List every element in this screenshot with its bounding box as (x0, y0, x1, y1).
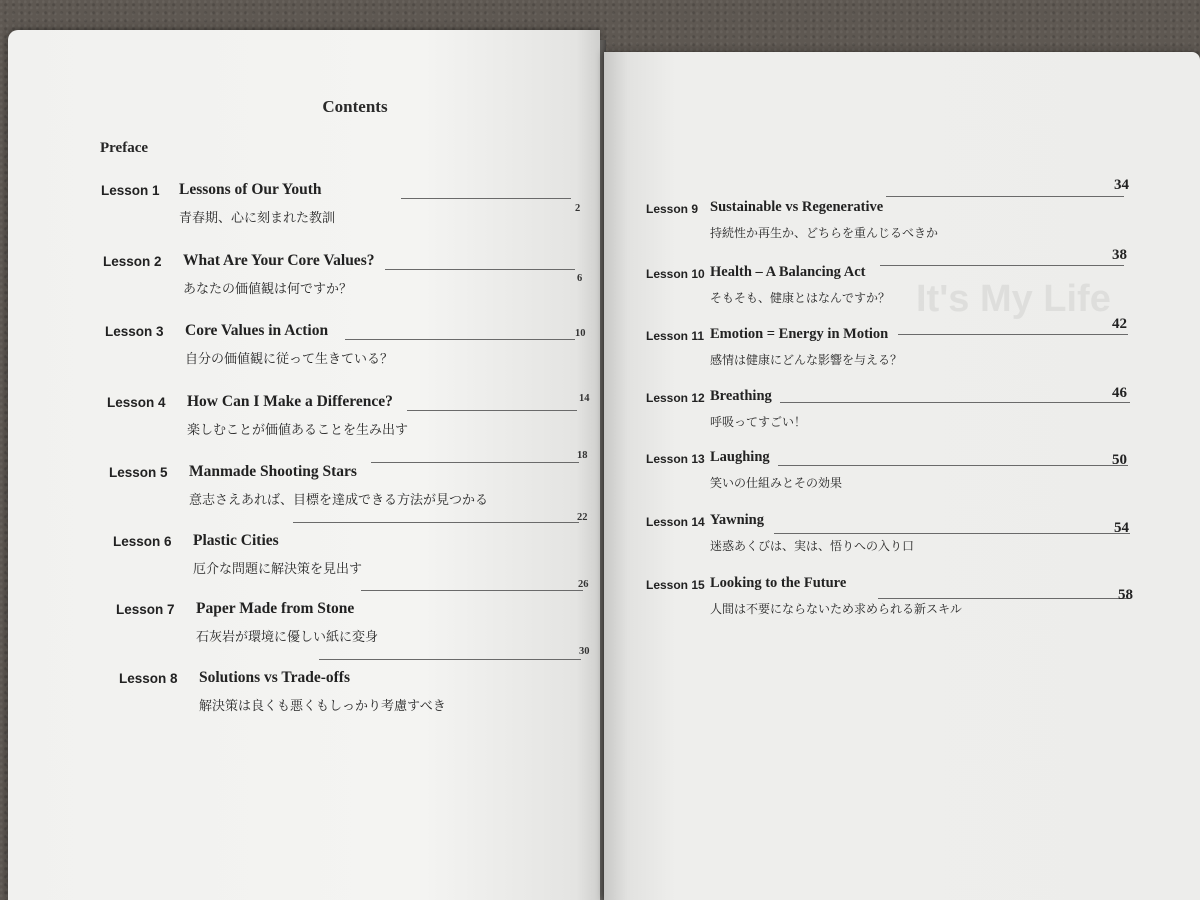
dotted-leader (371, 462, 579, 463)
right-page (604, 52, 1200, 900)
lesson-number: Lesson 1 (101, 183, 160, 198)
lesson-subtitle-japanese: 自分の価値観に従って生きている？ (185, 352, 394, 367)
lesson-subtitle-japanese: 青春期、心に刻まれた教訓 (179, 211, 336, 226)
lesson-number: Lesson 10 (646, 267, 705, 281)
lesson-title: Plastic Cities (193, 532, 279, 549)
lesson-title: What Are Your Core Values? (183, 252, 375, 269)
page-number: 54 (1114, 520, 1129, 536)
dotted-leader (774, 533, 1130, 534)
lesson-title: Sustainable vs Regenerative (710, 199, 884, 215)
lesson-title: Manmade Shooting Stars (189, 463, 357, 480)
lesson-subtitle-japanese: 迷惑あくびは、実は、悟りへの入り口 (710, 539, 915, 553)
bleed-through-text (128, 160, 132, 175)
lesson-subtitle-japanese: 持続性か再生か、どちらを重んじるべきか (710, 226, 939, 240)
lesson-number: Lesson 13 (646, 452, 705, 466)
lesson-title: Health – A Balancing Act (710, 264, 866, 280)
dotted-leader (401, 198, 571, 199)
page-number: 14 (579, 393, 590, 404)
lesson-title: How Can I Make a Difference? (187, 393, 393, 410)
lesson-title: Lessons of Our Youth (179, 181, 322, 198)
dotted-leader (407, 410, 577, 411)
dotted-leader (878, 598, 1130, 599)
dotted-leader (319, 659, 581, 660)
bleed-through-title: It's My Life (916, 278, 1111, 320)
lesson-subtitle-japanese: 厄介な問題に解決策を見出す (193, 562, 363, 577)
lesson-number: Lesson 8 (119, 671, 178, 686)
lesson-number: Lesson 7 (116, 602, 175, 617)
lesson-subtitle-japanese: あなたの価値観は何ですか？ (183, 282, 353, 297)
contents-heading: Contents (322, 97, 388, 116)
lesson-title: Yawning (710, 512, 764, 528)
lesson-number: Lesson 11 (646, 329, 705, 343)
dotted-leader (780, 402, 1130, 403)
lesson-title: Looking to the Future (710, 575, 847, 591)
lesson-title: Laughing (710, 449, 770, 465)
lesson-number: Lesson 5 (109, 465, 168, 480)
lesson-number: Lesson 4 (107, 395, 166, 410)
dotted-leader (361, 590, 583, 591)
dotted-leader (778, 465, 1128, 466)
dotted-leader (345, 339, 575, 340)
lesson-title: Solutions vs Trade-offs (199, 669, 351, 686)
page-number: 50 (1112, 452, 1127, 468)
left-page (8, 30, 600, 900)
page-number: 34 (1114, 177, 1129, 193)
lesson-subtitle-japanese: 石灰岩が環境に優しい紙に変身 (196, 630, 379, 645)
lesson-subtitle-japanese: 笑いの仕組みとその効果 (710, 476, 843, 490)
dotted-leader (293, 522, 579, 523)
lesson-subtitle-japanese: 意志さえあれば、目標を達成できる方法が見つかる (189, 493, 489, 508)
page-number: 18 (577, 450, 588, 461)
dotted-leader (385, 269, 575, 270)
lesson-title: Breathing (710, 388, 772, 404)
lesson-subtitle-japanese: 呼吸ってすごい！ (710, 415, 807, 429)
lesson-number: Lesson 6 (113, 534, 172, 549)
dotted-leader (880, 265, 1124, 266)
page-number: 26 (578, 579, 589, 590)
page-number: 38 (1112, 247, 1127, 263)
lesson-subtitle-japanese: 感情は健康にどんな影響を与える？ (710, 353, 903, 367)
lesson-number: Lesson 15 (646, 578, 705, 592)
page-number: 30 (579, 646, 590, 657)
lesson-number: Lesson 14 (646, 515, 705, 529)
page-number: 46 (1112, 385, 1127, 401)
page-number: 42 (1112, 316, 1127, 332)
lesson-number: Lesson 3 (105, 324, 164, 339)
page-number: 22 (577, 512, 588, 523)
lesson-number: Lesson 9 (646, 202, 699, 216)
lesson-title: Core Values in Action (185, 322, 329, 339)
page-number: 6 (577, 273, 583, 284)
lesson-subtitle-japanese: そもそも、健康とはなんですか？ (710, 291, 891, 305)
page-number: 10 (575, 328, 586, 339)
lesson-subtitle-japanese: 人間は不要にならないため求められる新スキル (710, 602, 962, 616)
dotted-leader (886, 196, 1124, 197)
dotted-leader (898, 334, 1128, 335)
lesson-title: Paper Made from Stone (196, 600, 355, 617)
lesson-number: Lesson 2 (103, 254, 162, 269)
lesson-subtitle-japanese: 解決策は良くも悪くもしっかり考慮すべき (199, 699, 446, 714)
page-number: 58 (1118, 587, 1133, 603)
lesson-number: Lesson 12 (646, 391, 705, 405)
preface-entry: Preface (100, 140, 149, 156)
page-number: 2 (575, 203, 581, 214)
lesson-subtitle-japanese: 楽しむことが価値あることを生み出す (187, 423, 409, 438)
lesson-title: Emotion = Energy in Motion (710, 326, 889, 342)
